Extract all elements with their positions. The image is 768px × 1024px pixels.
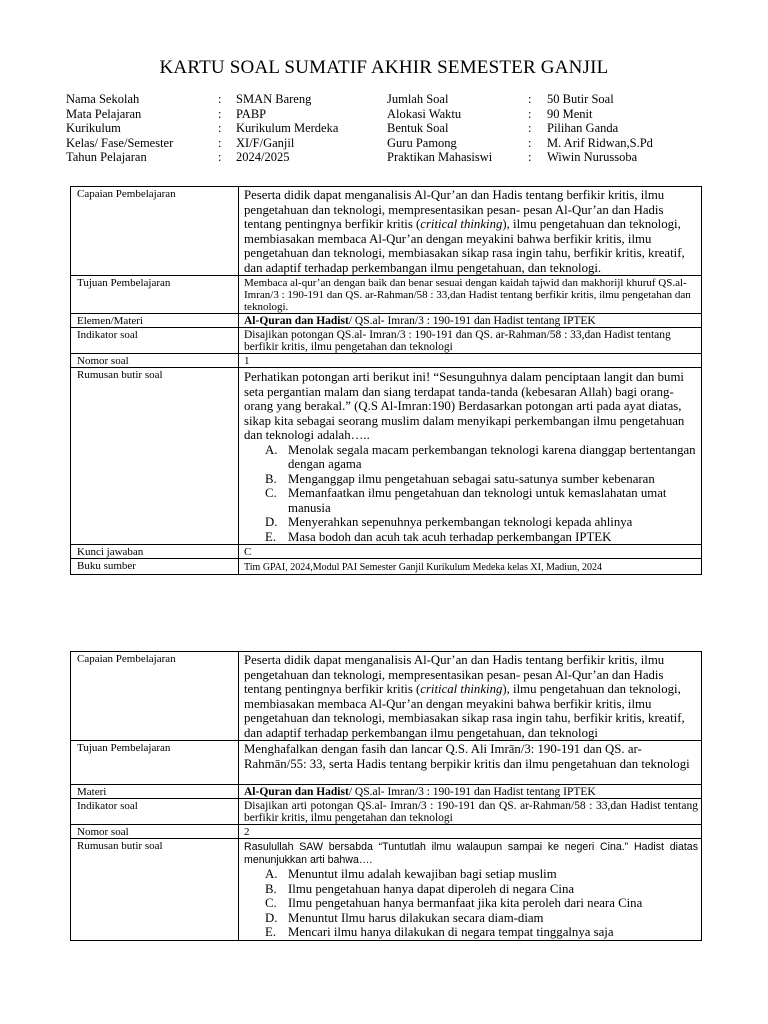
- info-label: Kelas/ Fase/Semester: [66, 135, 174, 150]
- capaian-text: [239, 187, 702, 276]
- row-materi: [71, 785, 702, 799]
- info-row: [66, 107, 338, 122]
- info-label: Alokasi Waktu: [387, 106, 462, 121]
- info-label: Mata Pelajaran: [66, 106, 142, 121]
- row-capaian: [71, 187, 702, 276]
- school-info-right: [387, 92, 653, 165]
- option-letter: B.: [265, 881, 277, 896]
- info-label: Guru Pamong: [387, 135, 457, 150]
- row-materi: [71, 314, 702, 328]
- buku-text: Tim GPAI, 2024,Modul PAI Semester Ganjil Kurikulum Medeka kelas XI, Madiun, 2024: [239, 559, 702, 575]
- row-rumusan: [71, 368, 702, 545]
- info-colon: :: [218, 135, 222, 150]
- info-label: Tahun Pelajaran: [66, 150, 147, 164]
- option-letter: C.: [265, 896, 277, 910]
- row-label: Buku sumber: [71, 559, 239, 575]
- option-text: Menganggap ilmu pengetahuan sebagai satu-satunya sumber kebenaran: [288, 471, 655, 486]
- row-label: Nomor soal: [71, 825, 239, 839]
- option-text: Menolak segala macam perkembangan teknologi karena dianggap bertentangan dengan agama: [288, 442, 696, 471]
- row-tujuan: [71, 741, 702, 785]
- question-card-2: [70, 651, 702, 941]
- info-row: [387, 136, 653, 151]
- option-letter: A.: [265, 442, 278, 457]
- info-row: [387, 92, 653, 107]
- info-row: [66, 92, 338, 107]
- option-letter: E.: [265, 925, 277, 939]
- info-value: XI/F/Ganjil: [236, 135, 295, 150]
- info-colon: :: [218, 92, 222, 106]
- capaian-end: .: [597, 260, 602, 275]
- info-colon: :: [528, 121, 532, 135]
- info-row: [387, 121, 653, 136]
- row-nomor: [71, 354, 702, 368]
- capaian-part: Peserta didik dapat menganalisis Al-Qur’an dan Hadis tentang berfikir kritis, ilmu pengetahuan dan teknologi, mempresentasikan pesan- pesan Al-Qur’an dan Hadis tentang pentingnya berfikir kritis (: [244, 653, 665, 696]
- row-capaian: [71, 652, 702, 741]
- option-letter: A.: [265, 867, 278, 881]
- capaian-text: [239, 652, 702, 741]
- option-text: Menuntut Ilmu harus dilakukan secara diam-diam: [288, 910, 544, 925]
- option-e: [265, 530, 698, 545]
- row-label: Elemen/Materi: [71, 314, 239, 328]
- indikator-text: Disajikan potongan QS.al- Imran/3 : 190-191 dan QS. ar-Rahman/58 : 33,dan Hadist tentang berfikir kritis, ilmu pengetahan dan teknologi: [239, 328, 702, 354]
- indikator-text: Disajikan arti potongan QS.al- Imran/3 : 190-191 dan QS. ar-Rahman/58 : 33,dan Hadist tentang berfikir kritis, ilmu pengetahan dan teknologi: [239, 799, 702, 825]
- question-card-1: [70, 186, 702, 575]
- row-label: Kunci jawaban: [71, 545, 239, 559]
- info-row: [387, 107, 653, 122]
- nomor-value: 1: [239, 354, 702, 368]
- row-rumusan: [71, 839, 702, 941]
- row-label: Tujuan Pembelajaran: [71, 276, 239, 314]
- materi-bold: Al-Quran dan Hadist: [244, 315, 349, 327]
- info-colon: :: [528, 150, 532, 164]
- info-label: Bentuk Soal: [387, 121, 449, 135]
- options-list: [244, 443, 698, 545]
- materi-text: [239, 785, 702, 799]
- info-value: SMAN Bareng: [236, 92, 312, 106]
- options-list: [244, 867, 698, 940]
- option-text: Mencari ilmu hanya dilakukan di negara tempat tinggalnya saja: [288, 925, 614, 939]
- option-c: [265, 896, 698, 911]
- materi-rest: / QS.al- Imran/3 : 190-191 dan Hadist tentang IPTEK: [348, 315, 596, 327]
- info-value: PABP: [236, 106, 267, 121]
- row-label: Rumusan butir soal: [71, 368, 239, 545]
- row-buku: [71, 559, 702, 575]
- capaian-italic: critical thinking: [420, 682, 503, 696]
- option-b: [265, 882, 698, 897]
- option-c: [265, 486, 698, 515]
- question-stem: Perhatikan potongan arti berikut ini! “Sesunguhnya dalam penciptaan langit dan bumi seta pergantian malam dan siang terdapat tanda-tanda (kebesaran Allah) bagi orang-orang yang berakal.” (Q.S Al-Imran:190) Berdasarkan potongan arti pada ayat diatas, sikap kita sebagai seorang muslim dalam menyikapi perkembangan ilmu pengetahuan dan teknologi adalah…..: [244, 370, 685, 442]
- option-letter: E.: [265, 529, 277, 544]
- row-label: Indikator soal: [71, 799, 239, 825]
- info-label: Jumlah Soal: [387, 92, 449, 106]
- row-label: Indikator soal: [71, 328, 239, 354]
- option-text: Ilmu pengetahuan hanya bermanfaat jika kita peroleh dari neara Cina: [288, 896, 643, 910]
- row-label: Capaian Pembelajaran: [71, 652, 239, 741]
- row-label: Capaian Pembelajaran: [71, 187, 239, 276]
- option-d: [265, 911, 698, 926]
- info-colon: :: [218, 106, 222, 121]
- materi-bold: Al-Quran dan Hadist: [244, 786, 349, 798]
- capaian-part: ), ilmu pengetahuan dan teknologi, membiasakan membaca Al-Qur’an dengan meyakini bahwa berfikir kritis, ilmu pengetahuan dan teknologi, membiasakan sikap rasa ingin tahu, berfikir kritis, kreatif, dan adaptif terhadap perkembangan ilmu pengetahuan, dan teknologi: [244, 682, 685, 740]
- nomor-value: 2: [239, 825, 702, 839]
- info-row: [387, 150, 653, 165]
- info-value: 2024/2025: [236, 150, 290, 164]
- row-label: Rumusan butir soal: [71, 839, 239, 941]
- tujuan-text: Membaca al-qur’an dengan baik dan benar sesuai dengan kaidah tajwid dan makhorijl khuruf QS.al- Imran/3 : 190-191 dan QS. ar-Rahman/58 : 33,dan Hadist tentang berfikir kritis, ilmu pengetahan dan teknologi.: [239, 276, 702, 314]
- kunci-value: C: [239, 545, 702, 559]
- option-text: Menyerahkan sepenuhnya perkembangan teknologi kepada ahlinya: [288, 515, 633, 529]
- info-colon: :: [218, 150, 222, 164]
- row-kunci: [71, 545, 702, 559]
- info-colon: :: [528, 135, 532, 150]
- option-letter: D.: [265, 910, 278, 925]
- option-letter: B.: [265, 471, 277, 486]
- info-label: Nama Sekolah: [66, 92, 140, 106]
- school-info-left: [66, 92, 338, 165]
- option-text: Masa bodoh dan acuh tak acuh terhadap perkembangan IPTEK: [288, 529, 612, 544]
- row-indikator: [71, 799, 702, 825]
- rumusan-cell: [239, 368, 702, 545]
- info-label: Kurikulum: [66, 121, 121, 135]
- info-row: [66, 136, 338, 151]
- info-value: M. Arif Ridwan,S.Pd: [547, 135, 653, 150]
- info-label: Praktikan Mahasiswi: [387, 150, 493, 164]
- rumusan-cell: [239, 839, 702, 941]
- question-stem: Rasulullah SAW bersabda “Tuntutlah ilmu walaupun sampai ke negeri Cina.” Hadist diatas menunjukkan arti bahwa….: [244, 841, 698, 866]
- option-text: Memanfaatkan ilmu pengetahuan dan teknologi untuk kemaslahatan umat manusia: [288, 486, 667, 515]
- capaian-italic: critical thinking: [420, 217, 503, 231]
- materi-text: [239, 314, 702, 328]
- row-tujuan: [71, 276, 702, 314]
- row-label: Nomor soal: [71, 354, 239, 368]
- capaian-part: ), ilmu pengetahuan dan teknologi, membiasakan membaca Al-Qur’an dengan meyakini bahwa berfikir kritis, ilmu pengetahuan dan teknologi, membiasakan sikap rasa ingin tahu, berfikir kritis, kreatif, dan adaptif terhadap perkembangan ilmu pengetahuan, dan teknologi: [244, 217, 685, 275]
- option-text: Ilmu pengetahuan hanya dapat diperoleh di negara Cina: [288, 881, 575, 896]
- info-value: Kurikulum Merdeka: [236, 121, 339, 135]
- capaian-part: Peserta didik dapat menganalisis Al-Qur’an dan Hadis tentang berfikir kritis, ilmu pengetahuan dan teknologi, mempresentasikan pesan- pesan Al-Qur’an dan Hadis tentang pentingnya berfikir kritis (: [244, 188, 665, 231]
- option-letter: D.: [265, 515, 278, 529]
- option-b: [265, 472, 698, 487]
- option-a: [265, 867, 698, 882]
- info-value: Pilihan Ganda: [547, 121, 619, 135]
- option-a: [265, 443, 698, 472]
- info-value: Wiwin Nurussoba: [547, 150, 638, 164]
- info-row: [66, 150, 338, 165]
- tujuan-text: Menghafalkan dengan fasih dan lancar Q.S. Ali Imrān/3: 190-191 dan QS. ar-Rahmān/55: 33, serta Hadis tentang berpikir kritis dan ilmu pengetahuan dan teknologi: [239, 741, 702, 785]
- materi-rest: / QS.al- Imran/3 : 190-191 dan Hadist tentang IPTEK: [348, 786, 596, 798]
- option-d: [265, 515, 698, 530]
- option-text: Menuntut ilmu adalah kewajiban bagi setiap muslim: [288, 867, 557, 881]
- row-indikator: [71, 328, 702, 354]
- row-nomor: [71, 825, 702, 839]
- info-colon: :: [528, 106, 532, 121]
- page-title: KARTU SOAL SUMATIF AKHIR SEMESTER GANJIL: [159, 57, 609, 78]
- row-label: Materi: [71, 785, 239, 799]
- info-value: 50 Butir Soal: [547, 92, 614, 106]
- info-row: [66, 121, 338, 136]
- info-value: 90 Menit: [547, 106, 593, 121]
- option-e: [265, 925, 698, 940]
- info-colon: :: [528, 92, 532, 106]
- option-letter: C.: [265, 486, 277, 500]
- row-label: Tujuan Pembelajaran: [71, 741, 239, 785]
- info-colon: :: [218, 121, 222, 135]
